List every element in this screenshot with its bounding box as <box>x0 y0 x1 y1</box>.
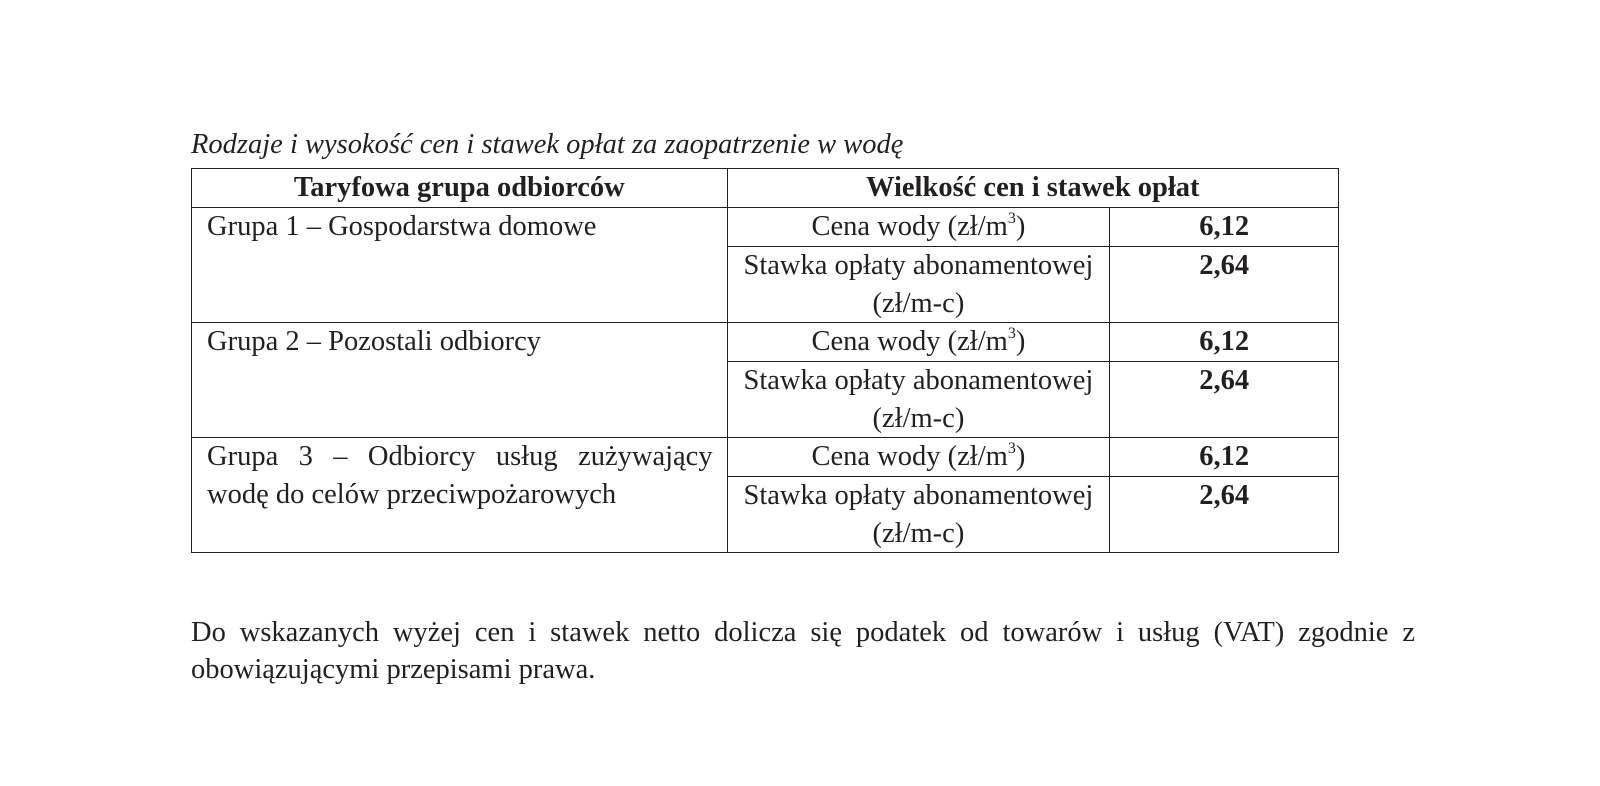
table-caption: Rodzaje i wysokość cen i stawek opłat za zaopatrzenie w wodę <box>191 129 904 160</box>
rate-value: 2,64 <box>1110 477 1339 553</box>
header-group: Taryfowa grupa odbiorców <box>192 169 728 208</box>
tariff-table <box>191 168 1339 553</box>
rate-label: Cena wody $(zł/m^3)$ <box>727 438 1110 477</box>
rate-value: 2,64 <box>1110 362 1339 438</box>
table-row <box>192 208 1339 247</box>
table-row <box>192 438 1339 477</box>
table-row <box>192 323 1339 362</box>
rate-value: 6,12 <box>1110 323 1339 362</box>
group-name: Grupa 3 – Odbiorcy usług zużywający wodę do celów przeciwpożarowych <box>192 438 728 553</box>
header-rates: Wielkość cen i stawek opłat <box>727 169 1338 208</box>
rate-label: Cena wody $(zł/m^3)$ <box>727 208 1110 247</box>
rate-label: Stawka opłaty abonamentowej (zł/m-c) <box>727 247 1110 323</box>
rate-label: Cena wody $(zł/m^3)$ <box>727 323 1110 362</box>
group-name: Grupa 1 – Gospodarstwa domowe <box>192 208 728 323</box>
table-header-row <box>192 169 1339 208</box>
rate-value: 6,12 <box>1110 438 1339 477</box>
rate-value: 2,64 <box>1110 247 1339 323</box>
vat-note: Do wskazanych wyżej cen i stawek netto dolicza się podatek od towarów i usług (VAT) zgodnie z obowiązującymi przepisami prawa. <box>191 617 1415 685</box>
group-name: Grupa 2 – Pozostali odbiorcy <box>192 323 728 438</box>
rate-label: Stawka opłaty abonamentowej (zł/m-c) <box>727 477 1110 553</box>
rate-value: 6,12 <box>1110 208 1339 247</box>
rate-label: Stawka opłaty abonamentowej (zł/m-c) <box>727 362 1110 438</box>
